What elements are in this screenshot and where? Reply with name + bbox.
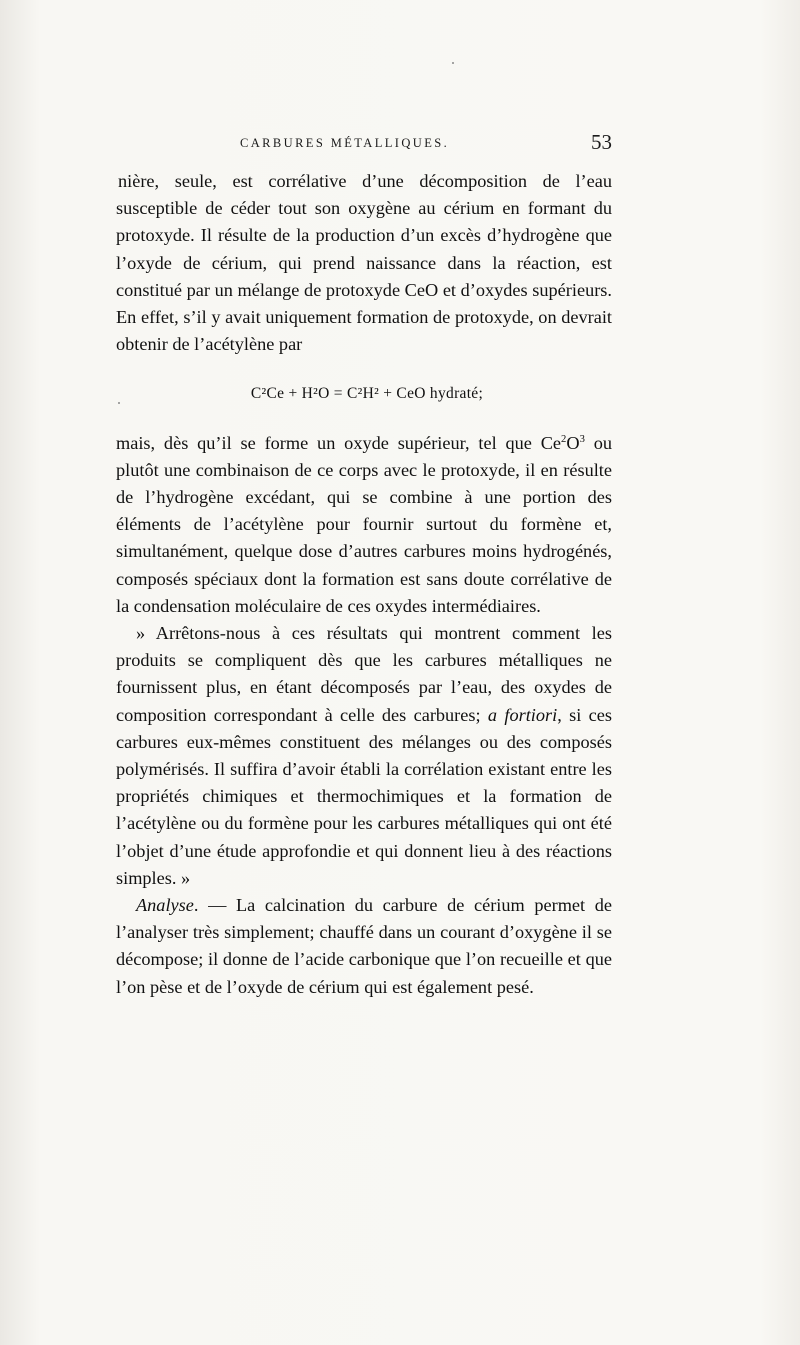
paragraph-text: O <box>566 432 580 453</box>
running-head: CARBURES MÉTALLIQUES. <box>240 136 450 150</box>
paragraph-text: ou plutôt une combinaison de ce corps avec le protoxyde, il en résulte de l’hydrogène excédant, qui se combine à une portion des éléments de l’acétylène pour fournir surtout du formène et, simultanément, quelque dose d’autres carbures moins hydrogénés, composés spéciaux dont la formation est sans doute corrélative de la condensation moléculaire de ces oxydes intermédiaires. <box>116 432 612 616</box>
paragraph-arretons <box>116 620 612 892</box>
page-header <box>116 130 612 160</box>
paragraph-analyse <box>116 892 612 1001</box>
section-heading-italic: Analyse <box>136 895 194 916</box>
italic-phrase: a fortiori <box>487 704 558 725</box>
paragraph-text: . — La calcination du carbure de cérium permet de l’analyser très simplement; chauffé dans un courant d’oxygène il se décompose; il donne de l’acide carbonique que l’on recueille et que l’on pèse et de l’oxyde de cérium qui est également pesé. <box>116 895 612 997</box>
paragraph-text: » Arrêtons-nous à ces résultats qui montrent comment les produits se compliquent dès que les carbures métalliques ne fournissent plus, en étant décomposés par l’eau, des oxydes de composition correspondant à celle des carbures; <box>116 623 612 725</box>
paragraph-continuation: nière, seule, est corrélative d’une décomposition de l’eau susceptible de céder tout son oxygène au cérium en formant du protoxyde. Il résulte de la production d’un excès d’hydrogène que l’oxyde de cérium, qui prend naissance dans la réaction, est constitué par un mélange de protoxyde CeO et d’oxydes supérieurs. En effet, s’il y avait uniquement formation de protoxyde, on devrait obtenir de l’acétylène par <box>116 171 612 355</box>
page-number: 53 <box>591 130 612 154</box>
superscript: 3 <box>579 433 585 445</box>
superscript: 2 <box>561 433 567 445</box>
paper-speck <box>452 62 454 64</box>
paragraph-text: mais, dès qu’il se forme un oxyde supérieur, tel que Ce <box>116 432 562 453</box>
paragraph-oxyde-superieur <box>116 430 612 620</box>
body-text <box>116 168 612 1001</box>
paper-speck <box>118 402 120 404</box>
paragraph-text: , si ces carbures eux-mêmes constituent des mélanges ou des composés polymérisés. Il suffira d’avoir établi la corrélation existant entre les propriétés chimiques et thermochimiques et la formation de l’acétylène ou du formène pour les carbures métalliques qui ont été l’objet d’une étude approfondie et qui donnent lieu à des réactions simples. » <box>116 704 613 888</box>
chemical-equation: C²Ce + H²O = C²H² + CeO hydraté; <box>250 385 484 403</box>
